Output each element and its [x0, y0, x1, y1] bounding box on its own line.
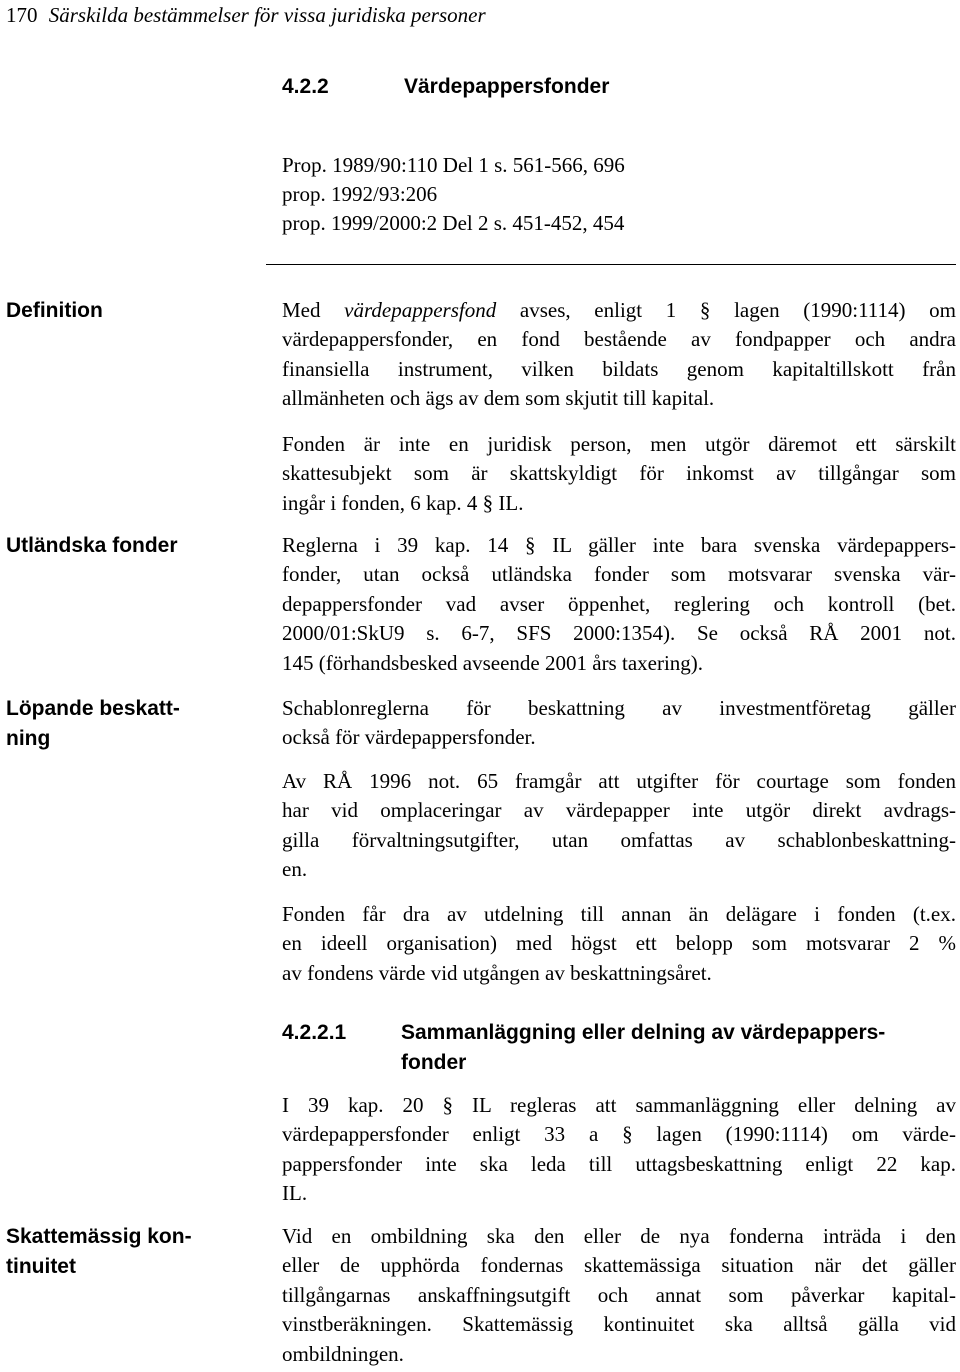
- paragraph-foreign-funds: [282, 531, 956, 678]
- paragraph-brokerage: [282, 767, 956, 885]
- subsection-title: Sammanläggning eller delning av värdepappers- fonder: [401, 1021, 886, 1074]
- paragraph-standard-rules: [282, 694, 956, 753]
- page-number: 170: [6, 3, 38, 27]
- margin-heading-definition: Definition: [6, 299, 103, 322]
- page-header: [6, 2, 486, 28]
- paragraph-line: eller de upphörda fondernas skattemässiga situation när det gäller: [282, 1253, 956, 1278]
- subsection-number: 4.2.2.1: [282, 1021, 347, 1044]
- paragraph-line: I 39 kap. 20 § IL regleras att sammanläggning eller delning av: [282, 1093, 956, 1117]
- paragraph-line: allmänheten och ägs av dem som skjutit till kapital.: [282, 386, 715, 411]
- paragraph-line: finansiella instrument, vilken bildats genom kapitaltillskott från: [282, 356, 956, 381]
- paragraph-line: har vid omplaceringar av värdepapper inte utgör direkt avdrags-: [282, 798, 956, 823]
- paragraph-line: depappersfonder vad avser öppenhet, reglering och kontroll (bet.: [282, 591, 956, 616]
- paragraph-dividend-deduction: [282, 900, 956, 988]
- paragraph-line: 2000/01:SkU9 s. 6-7, SFS 2000:1354). Se också RÅ 2001 not.: [282, 621, 956, 646]
- margin-heading-tax-continuity: Skattemässig kon- tinuitet: [6, 1225, 192, 1278]
- paragraph-line: en ideell organisation) med högst ett belopp som motsvarar 2 %: [282, 931, 956, 956]
- paragraph-line: Vid en ombildning ska den eller de nya fonderna inträda i den: [282, 1224, 956, 1248]
- paragraph-line: Reglerna i 39 kap. 14 § IL gäller inte bara svenska värdepappers-: [282, 533, 956, 557]
- paragraph-line: tillgångarnas anskaffningsutgift och annat som påverkar kapital-: [282, 1282, 956, 1307]
- paragraph-line: gilla förvaltningsutgifter, utan omfattas av schablonbeskattning-: [282, 827, 956, 852]
- horizontal-rule: [266, 264, 956, 265]
- paragraph-merger: [282, 1091, 956, 1209]
- margin-heading-foreign-funds: Utländska fonder: [6, 534, 178, 557]
- paragraph-tax-continuity: [282, 1222, 956, 1369]
- paragraph-line: Fonden är inte en juridisk person, men utgör däremot ett särskilt: [282, 432, 956, 456]
- paragraph-line: värdepappersfonder, en fond bestående av fondpapper och andra: [282, 327, 956, 352]
- paragraph-line: 145 (förhandsbesked avseende 2001 års taxering).: [282, 650, 704, 675]
- paragraph-tax-subject: [282, 430, 956, 518]
- paragraph-line: av fondens värde vid utgången av beskattningsåret.: [282, 960, 712, 985]
- paragraph-line: ingår i fonden, 6 kap. 4 § IL.: [282, 490, 524, 515]
- paragraph-line: Fonden får dra av utdelning till annan än delägare i fonden (t.ex.: [282, 902, 956, 926]
- paragraph-line: Med värdepappersfond avses, enligt 1 § lagen (1990:1114) om: [282, 298, 957, 322]
- paragraph-line: också för värdepappersfonder.: [282, 725, 536, 750]
- paragraph-line: Schablonreglerna för beskattning av investmentföretag gäller: [282, 696, 956, 720]
- section-heading: [282, 74, 609, 100]
- legislative-references: [282, 151, 625, 238]
- defined-term: värdepappersfond: [344, 298, 497, 322]
- paragraph-line: skattesubjekt som är skattskyldigt för inkomst av tillgångar som: [282, 461, 956, 486]
- reference-line: prop. 1999/2000:2 Del 2 s. 451-452, 454: [282, 211, 625, 235]
- margin-heading-ongoing-taxation: Löpande beskatt- ning: [6, 697, 180, 750]
- running-chapter-title: Särskilda bestämmelser för vissa juridiska personer: [48, 3, 486, 27]
- section-number: 4.2.2: [282, 75, 329, 98]
- reference-line: prop. 1992/93:206: [282, 182, 438, 206]
- paragraph-line: ombildningen.: [282, 1341, 404, 1366]
- section-title: Värdepappersfonder: [404, 75, 610, 98]
- paragraph-line: IL.: [282, 1181, 308, 1206]
- paragraph-definition: [282, 296, 956, 414]
- paragraph-line: pappersfonder inte ska leda till uttagsbeskattning enligt 22 kap.: [282, 1151, 956, 1176]
- paragraph-line: fonder, utan också utländska fonder som motsvarar svenska vär-: [282, 562, 956, 587]
- reference-line: Prop. 1989/90:110 Del 1 s. 561-566, 696: [282, 153, 625, 177]
- paragraph-line: en.: [282, 857, 308, 882]
- paragraph-line: Av RÅ 1996 not. 65 framgår att utgifter för courtage som fonden: [282, 769, 956, 793]
- paragraph-line: värdepappersfonder enligt 33 a § lagen (1990:1114) om värde-: [282, 1122, 956, 1147]
- paragraph-line: vinstberäkningen. Skattemässig kontinuitet ska alltså gälla vid: [282, 1312, 956, 1337]
